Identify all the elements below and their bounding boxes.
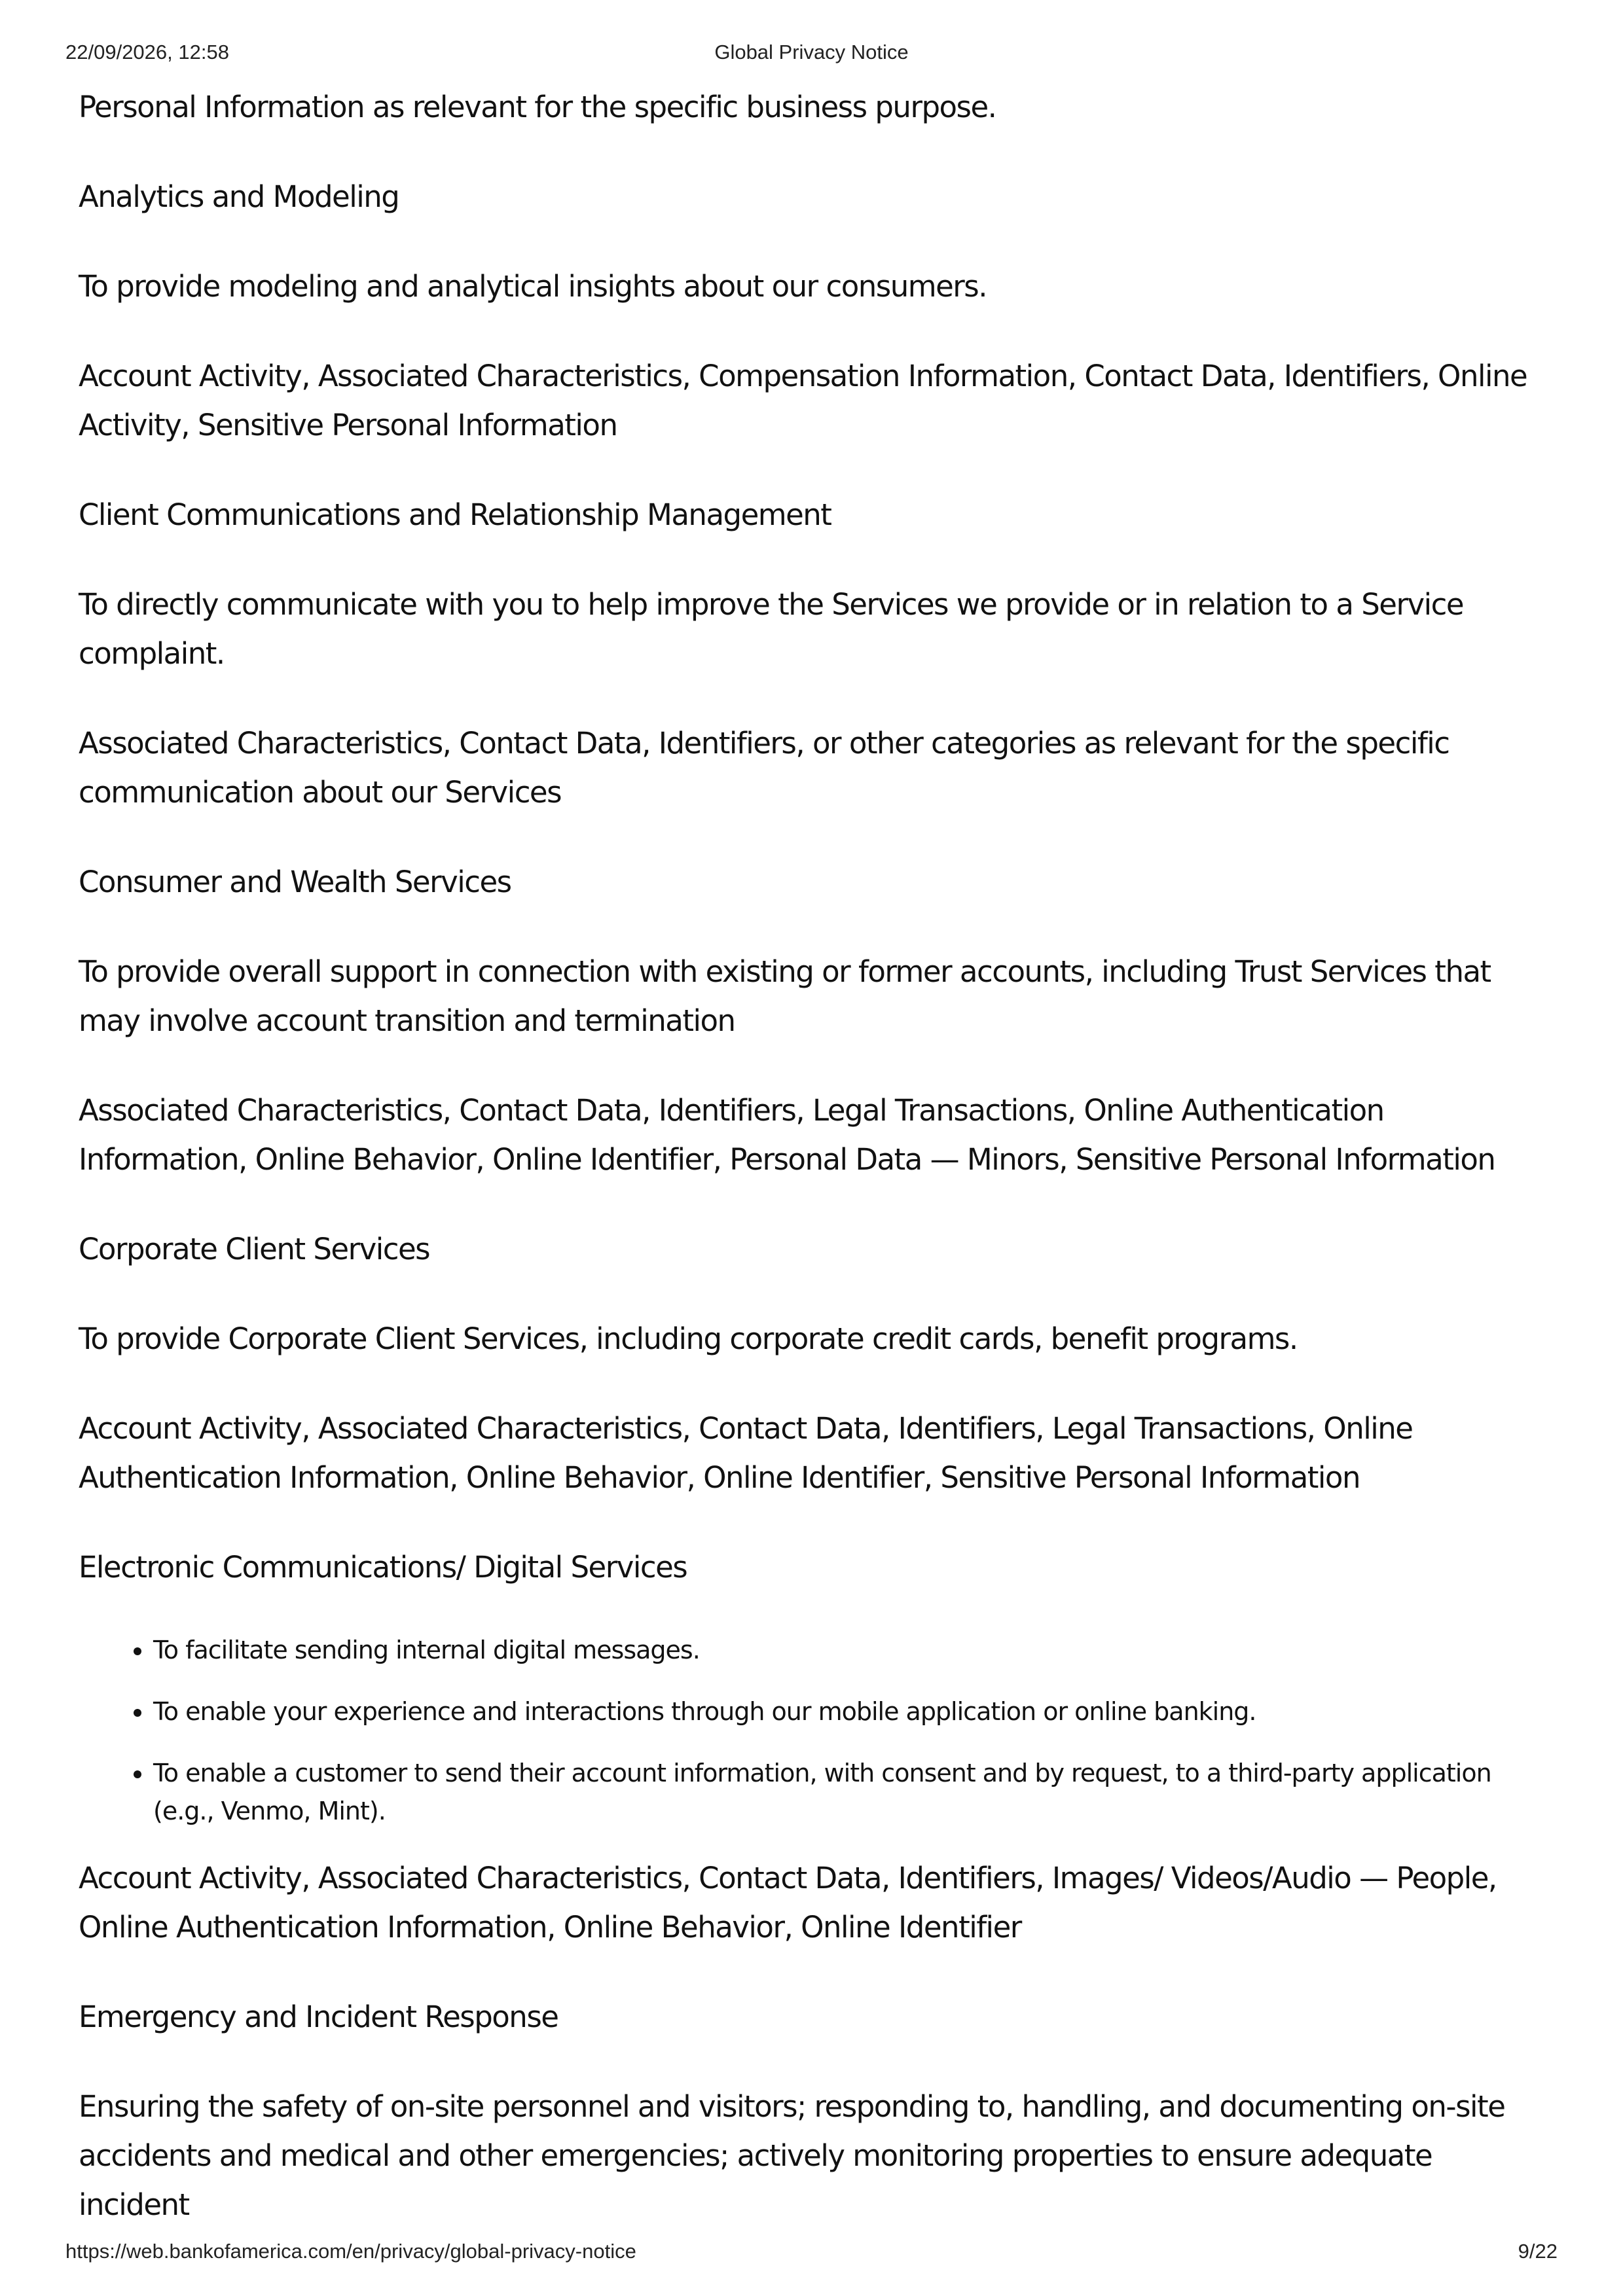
- purpose-heading-corporate-client: Corporate Client Services: [79, 1232, 430, 1266]
- paragraph: Personal Information as relevant for the specific business purpose.: [79, 90, 996, 124]
- data-categories: Associated Characteristics, Contact Data, Identifiers, Legal Transactions, Online Authentication Information, Online Behavior, Online Identifier, Personal Data — Minors, Sensitive Personal Information: [79, 1093, 1495, 1177]
- data-categories: Account Activity, Associated Characteristics, Contact Data, Identifiers, Legal Transactions, Online Authentication Information, Online Behavior, Online Identifier, Sensitive Personal Information: [79, 1411, 1413, 1495]
- print-header: [0, 41, 1623, 69]
- data-categories: Associated Characteristics, Contact Data, Identifiers, or other categories as relevant for the specific communication about our Services: [79, 726, 1450, 810]
- print-footer: [0, 2240, 1623, 2269]
- purpose-description: To provide Corporate Client Services, including corporate credit cards, benefit programs.: [79, 1321, 1298, 1356]
- page-number: 9/22: [1518, 2240, 1558, 2263]
- purpose-heading-analytics: Analytics and Modeling: [79, 179, 399, 214]
- document-body: [79, 82, 1545, 2229]
- purpose-description: To provide overall support in connection with existing or former accounts, including Trust Services that may involve account transition and termination: [79, 954, 1491, 1038]
- purpose-heading-client-communications: Client Communications and Relationship Management: [79, 497, 831, 532]
- data-categories: Account Activity, Associated Characteristics, Contact Data, Identifiers, Images/ Videos/Audio — People, Online Authentication Information, Online Behavior, Online Identifier: [79, 1861, 1497, 1945]
- purpose-heading-electronic-communications: Electronic Communications/ Digital Services: [79, 1550, 687, 1585]
- page-title: Global Privacy Notice: [714, 41, 909, 63]
- data-categories: Account Activity, Associated Characteristics, Compensation Information, Contact Data, Identifiers, Online Activity, Sensitive Personal Information: [79, 359, 1527, 442]
- purpose-description: Ensuring the safety of on-site personnel and visitors; responding to, handling, and documenting on-site accidents and medical and other emergencies; actively monitoring properties to ensure adequate incident: [79, 2089, 1505, 2222]
- bullet-list: [79, 1631, 1545, 1830]
- purpose-description: To directly communicate with you to help improve the Services we provide or in relation to a Service complaint.: [79, 587, 1464, 671]
- list-item: • To enable a customer to send their account information, with consent and by request, to a third-party application (e.g., Venmo, Mint).: [153, 1754, 1545, 1830]
- list-item: • To enable your experience and interactions through our mobile application or online banking.: [153, 1693, 1545, 1731]
- purpose-heading-emergency: Emergency and Incident Response: [79, 2000, 558, 2034]
- list-item: • To facilitate sending internal digital messages.: [153, 1631, 1545, 1669]
- print-datetime: 22/09/2026, 12:58: [65, 41, 229, 63]
- purpose-heading-consumer-wealth: Consumer and Wealth Services: [79, 865, 511, 899]
- page-url: https://web.bankofamerica.com/en/privacy/global-privacy-notice: [65, 2240, 636, 2263]
- purpose-description: To provide modeling and analytical insights about our consumers.: [79, 269, 987, 304]
